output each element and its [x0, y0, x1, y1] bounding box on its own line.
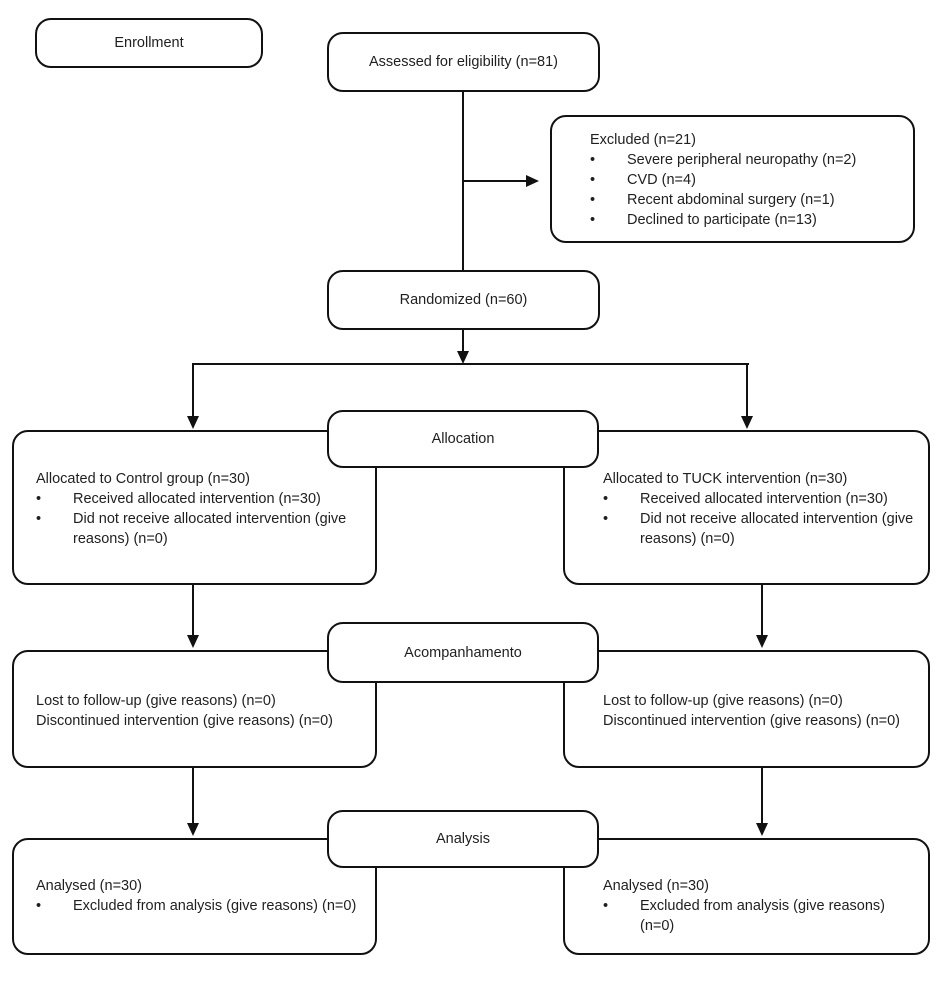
allocation-tuck-item	[603, 489, 918, 509]
analysis-stage-label: Analysis	[436, 831, 490, 847]
enrollment-stage-label: Enrollment	[114, 35, 184, 51]
excluded-box	[550, 115, 915, 243]
analysis-tuck-box	[563, 838, 930, 955]
followup-tuck-line: Discontinued intervention (give reasons) (n=0)	[603, 713, 901, 729]
bullet-icon	[603, 509, 640, 549]
flow-line-excluded-branch	[463, 180, 526, 182]
bullet-icon	[603, 896, 640, 936]
bullet-icon	[36, 509, 73, 549]
allocation-tuck-item	[603, 509, 918, 549]
allocation-stage-label: Allocation	[431, 431, 495, 447]
arrowhead-tuck-analysis-icon	[756, 823, 768, 836]
bullet-icon	[590, 190, 627, 210]
flow-line-control-to-analysis	[192, 768, 194, 824]
randomized-box	[327, 270, 600, 330]
arrowhead-excluded-icon	[526, 175, 539, 187]
arrowhead-tuck-allocation-icon	[741, 416, 753, 429]
excluded-reason-text: Recent abdominal surgery (n=1)	[627, 192, 835, 208]
excluded-reason-item	[590, 150, 903, 170]
excluded-reason-item	[590, 190, 903, 210]
analysis-tuck-title: Analysed (n=30)	[603, 878, 709, 894]
excluded-reason-text: Severe peripheral neuropathy (n=2)	[627, 152, 857, 168]
analysis-control-title: Analysed (n=30)	[36, 878, 142, 894]
followup-stage-label: Acompanhamento	[404, 644, 522, 661]
flow-line-split-to-control	[192, 364, 194, 417]
allocation-control-box	[12, 430, 377, 585]
analysis-control-box	[12, 838, 377, 955]
allocation-tuck-text: Received allocated intervention (n=30)	[640, 491, 888, 507]
analysis-tuck-text: Excluded from analysis (give reasons) (n=0)	[640, 898, 885, 934]
excluded-reason-item	[590, 170, 903, 190]
flow-line-tuck-to-analysis	[761, 768, 763, 824]
allocation-control-title: Allocated to Control group (n=30)	[36, 471, 251, 487]
followup-control-line: Lost to follow-up (give reasons) (n=0)	[36, 693, 276, 709]
followup-tuck-box	[563, 650, 930, 768]
arrowhead-control-analysis-icon	[187, 823, 199, 836]
bullet-icon	[36, 489, 73, 509]
flow-line-control-to-followup	[192, 585, 194, 636]
analysis-control-item	[36, 896, 365, 916]
analysis-tuck-item	[603, 896, 918, 936]
followup-stage-label-box	[327, 622, 599, 683]
bullet-icon	[36, 896, 73, 916]
allocation-tuck-text: Did not receive allocated intervention (give reasons) (n=0)	[640, 511, 914, 547]
bullet-icon	[590, 210, 627, 230]
allocation-tuck-title: Allocated to TUCK intervention (n=30)	[603, 471, 848, 487]
excluded-reason-item	[590, 210, 903, 230]
flow-line-randomized-to-split	[462, 330, 464, 352]
followup-tuck-line: Lost to follow-up (give reasons) (n=0)	[603, 693, 843, 709]
assessed-for-eligibility-text: Assessed for eligibility (n=81)	[369, 54, 558, 70]
flow-line-split-horizontal	[192, 363, 749, 365]
allocation-tuck-box	[563, 430, 930, 585]
followup-control-box	[12, 650, 377, 768]
bullet-icon	[590, 170, 627, 190]
arrowhead-control-allocation-icon	[187, 416, 199, 429]
allocation-stage-label-box	[327, 410, 599, 468]
bullet-icon	[603, 489, 640, 509]
enrollment-stage-label-box	[35, 18, 263, 68]
arrowhead-tuck-followup-icon	[756, 635, 768, 648]
excluded-title: Excluded (n=21)	[590, 132, 696, 148]
randomized-text: Randomized (n=60)	[399, 292, 528, 308]
analysis-control-text: Excluded from analysis (give reasons) (n=0)	[73, 898, 357, 914]
flow-line-tuck-to-followup	[761, 585, 763, 636]
allocation-control-text: Did not receive allocated intervention (give reasons) (n=0)	[73, 511, 347, 547]
allocation-control-item	[36, 509, 365, 549]
analysis-stage-label-box	[327, 810, 599, 868]
allocation-control-item	[36, 489, 365, 509]
allocation-control-text: Received allocated intervention (n=30)	[73, 491, 321, 507]
arrowhead-control-followup-icon	[187, 635, 199, 648]
bullet-icon	[590, 150, 627, 170]
excluded-reason-text: CVD (n=4)	[627, 172, 696, 188]
flow-line-split-to-tuck	[746, 364, 748, 417]
assessed-for-eligibility-box	[327, 32, 600, 92]
excluded-reason-text: Declined to participate (n=13)	[627, 212, 817, 228]
followup-control-line: Discontinued intervention (give reasons) (n=0)	[36, 713, 334, 729]
